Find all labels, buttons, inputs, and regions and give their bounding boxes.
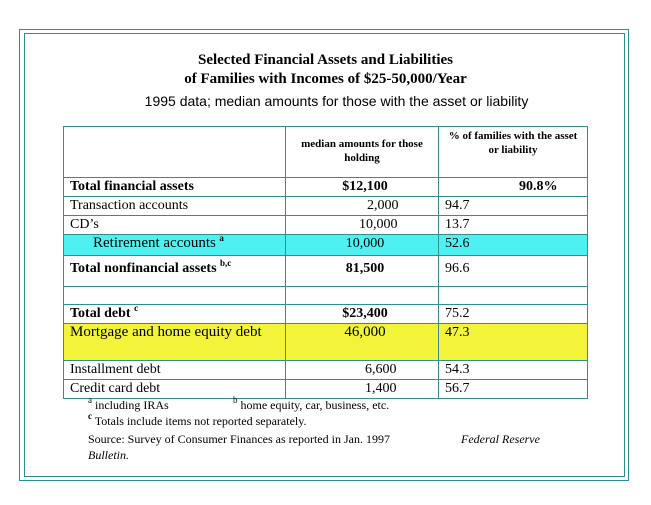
row-percent: 96.6 — [439, 256, 588, 287]
row-label-total-nonfinancial-assets: Total nonfinancial assets — [70, 261, 217, 276]
row-median: $23,400 — [286, 305, 439, 324]
header-percent: % of families with the asset or liability — [439, 127, 588, 178]
row-label-cds: CD’s — [70, 217, 99, 232]
row-percent: 13.7 — [439, 216, 588, 235]
row-label-installment-debt: Installment debt — [70, 362, 161, 377]
table-row — [64, 256, 588, 287]
row-label-total-financial-assets: Total financial assets — [70, 179, 194, 194]
row-percent: 54.3 — [439, 361, 588, 380]
row-median: 46,000 — [286, 324, 439, 361]
title-line-1: Selected Financial Assets and Liabilities — [197, 52, 453, 68]
row-percent: 52.6 — [439, 235, 588, 256]
row-median: 10,000 — [286, 216, 439, 235]
row-median: $12,100 — [286, 178, 439, 197]
row-percent: 75.2 — [439, 305, 588, 324]
row-percent: 56.7 — [439, 380, 588, 399]
header-blank — [64, 127, 286, 178]
row-percent: 47.3 — [439, 324, 588, 361]
footnote-b — [233, 397, 389, 413]
table-row — [64, 305, 588, 324]
source-line — [88, 431, 390, 447]
row-label-credit-card-debt: Credit card debt — [70, 381, 161, 396]
footnote-mark-c: c — [134, 304, 139, 313]
footnote-mark-bc: b,c — [220, 258, 232, 268]
footnote-a-text: including IRAs — [95, 398, 169, 412]
table-row — [64, 178, 588, 197]
row-median: 6,600 — [286, 361, 439, 380]
source-journal-line1: Federal Reserve — [461, 432, 540, 446]
footnote-a-mark: a — [88, 395, 92, 405]
row-median: 10,000 — [286, 235, 439, 256]
footnote-c-mark: c — [88, 411, 92, 421]
row-median: 1,400 — [286, 380, 439, 399]
footnote-b-mark: b — [233, 395, 238, 405]
footnote-c — [88, 413, 306, 429]
row-label-total-debt: Total debt — [70, 306, 131, 321]
table-row — [64, 216, 588, 235]
source-journal-line2: Bulletin. — [88, 448, 129, 462]
title-line-2: of Families with Incomes of $25-50,000/Year — [184, 71, 467, 87]
source-text: Source: Survey of Consumer Finances as reported in Jan. 1997 — [88, 432, 390, 446]
table-row-highlight-mortgage — [64, 324, 588, 361]
footnote-b-text: home equity, car, business, etc. — [240, 398, 390, 412]
table-row-highlight-retirement — [64, 235, 588, 256]
row-median: 2,000 — [286, 197, 439, 216]
row-median: 81,500 — [286, 256, 439, 287]
footnote-a — [88, 397, 169, 413]
row-percent: 90.8% — [439, 178, 588, 197]
header-row — [64, 127, 588, 178]
subtitle: 1995 data; median amounts for those with the asset or liability — [144, 93, 529, 109]
row-label-retirement-accounts: Retirement accounts — [93, 235, 216, 251]
table-row — [64, 380, 588, 399]
row-label-transaction-accounts: Transaction accounts — [70, 198, 189, 213]
spacer-row — [64, 287, 588, 305]
footnote-c-text: Totals include items not reported separately. — [94, 414, 307, 428]
header-median: median amounts for those holding — [286, 127, 439, 178]
table-row — [64, 361, 588, 380]
row-label-mortgage: Mortgage and home equity debt — [70, 324, 262, 340]
footnote-mark-a: a — [219, 234, 224, 243]
table-row — [64, 197, 588, 216]
financial-table — [63, 126, 588, 399]
row-percent: 94.7 — [439, 197, 588, 216]
